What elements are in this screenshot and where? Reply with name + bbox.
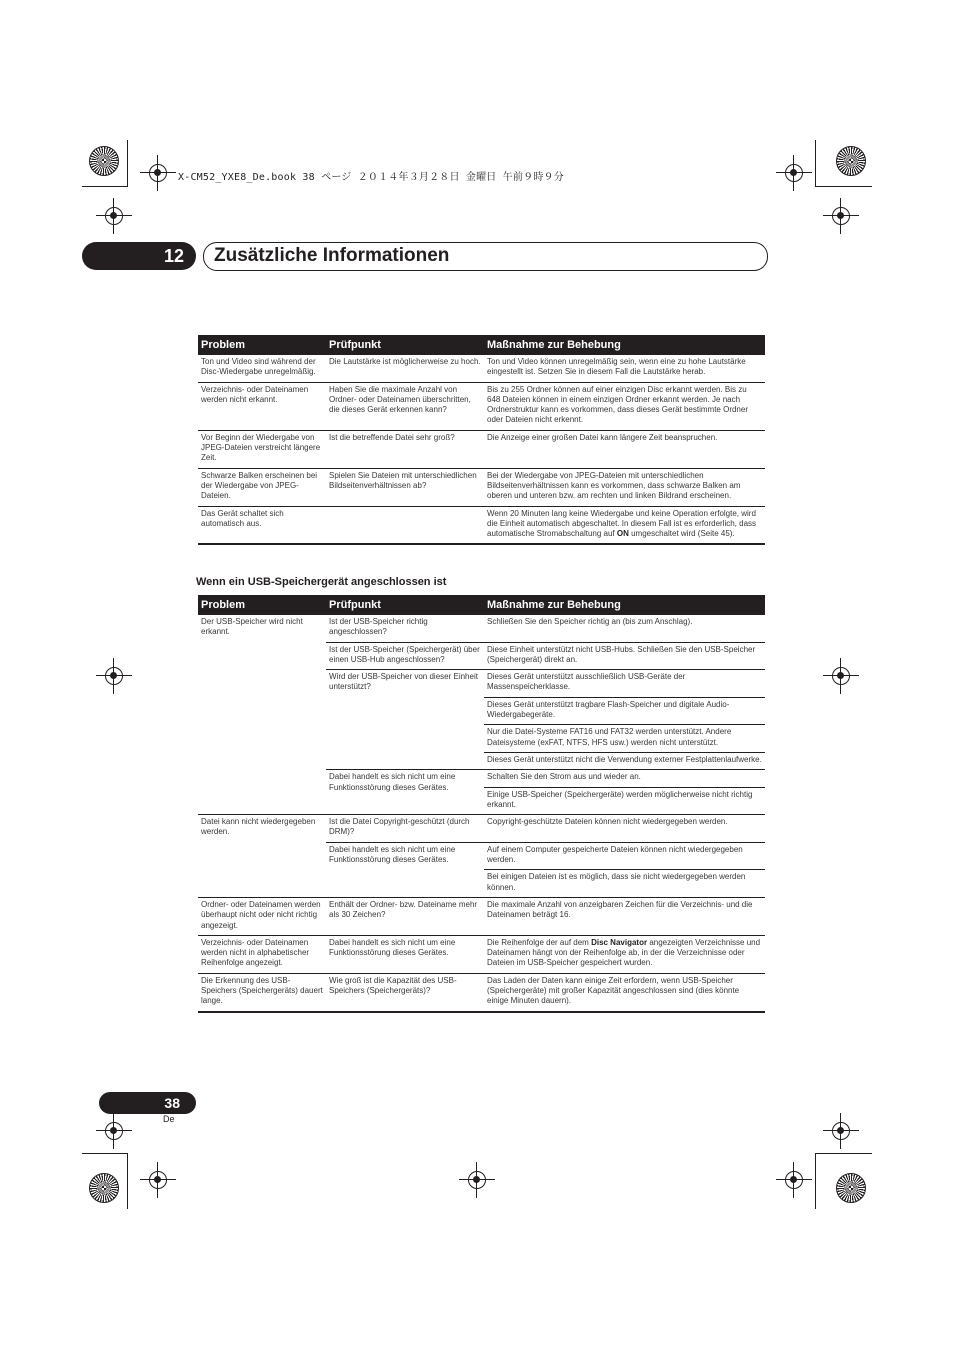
crop-line	[82, 1153, 128, 1154]
crop-line	[815, 1153, 816, 1209]
check-cell: Dabei handelt es sich nicht um eine Funktionsstörung dieses Gerätes.	[326, 770, 484, 815]
crop-line	[127, 1153, 128, 1209]
table-row	[198, 897, 765, 935]
remedy-cell: Schließen Sie den Speicher richtig an (bis zum Anschlag).	[484, 615, 765, 642]
crop-line	[815, 1153, 872, 1154]
remedy-cell: Das Laden der Daten kann einige Zeit erfordern, wenn USB-Speicher (Speichergeräte) mit großer Kapazität angeschlossen sind (dies könnte einige Minuten dauern).	[484, 973, 765, 1011]
chapter-number-text: 12	[163, 246, 184, 266]
check-cell: Enthält der Ordner- bzw. Dateiname mehr als 30 Zeichen?	[326, 897, 484, 935]
column-header-remedy: Maßnahme zur Behebung	[484, 595, 765, 615]
problem-cell: Ordner- oder Dateinamen werden überhaupt nicht oder nicht richtig angezeigt.	[198, 897, 326, 935]
chapter-number	[82, 242, 196, 270]
remedy-cell: Bei der Wiedergabe von JPEG-Dateien mit unterschiedlichen Bildseitenverhältnissen kann es vorkommen, dass schwarze Balken am oberen und unteren bzw. am rechten und linken Bildrand erscheinen.	[484, 468, 765, 506]
print-header: X-CM52_YXE8_De.book 38 ページ ２０１４年３月２８日 金曜日 午前９時９分	[178, 172, 564, 183]
color-bar-icon	[89, 146, 119, 176]
color-bar-icon	[836, 1173, 866, 1203]
column-header-problem: Problem	[198, 335, 326, 355]
remedy-cell: Bis zu 255 Ordner können auf einer einzigen Disc erkannt werden. Bis zu 648 Dateien können in einem einzigen Ordner erkannt werden. Je nach Ordnerstruktur kann es vorkommen, dass dieses Gerät bestimmte Ordner oder Dateien nicht erkennt.	[484, 382, 765, 430]
column-header-check: Prüfpunkt	[326, 595, 484, 615]
table-row	[198, 615, 765, 642]
remedy-cell: Nur die Datei-Systeme FAT16 und FAT32 werden unterstützt. Andere Dateisysteme (exFAT, NTFS, HFS usw.) werden nicht unterstützt.	[484, 725, 765, 753]
troubleshooting-table-usb	[198, 595, 765, 1013]
check-cell: Dabei handelt es sich nicht um eine Funktionsstörung dieses Gerätes.	[326, 935, 484, 973]
problem-cell: Das Gerät schaltet sich automatisch aus.	[198, 506, 326, 544]
check-cell: Wird der USB-Speicher von dieser Einheit unterstützt?	[326, 670, 484, 770]
remedy-cell: Dieses Gerät unterstützt tragbare Flash-Speicher und digitale Audio-Wiedergabegeräte.	[484, 697, 765, 725]
remedy-cell: Die maximale Anzahl von anzeigbaren Zeichen für die Verzeichnis- und die Dateinamen beträgt 16.	[484, 897, 765, 935]
registration-mark-icon	[140, 155, 176, 191]
problem-cell: Datei kann nicht wiedergegeben werden.	[198, 815, 326, 898]
remedy-cell: Ton und Video können unregelmäßig sein, wenn eine zu hohe Lautstärke eingestellt ist. Setzen Sie in diesem Fall die Lautstärke herab.	[484, 355, 765, 382]
page-language: De	[163, 1114, 175, 1124]
registration-mark-icon	[140, 1162, 176, 1198]
check-cell: Die Lautstärke ist möglicherweise zu hoch.	[326, 355, 484, 382]
page-number: 38	[164, 1095, 180, 1111]
check-cell: Spielen Sie Dateien mit unterschiedlichen Bildseitenverhältnissen ab?	[326, 468, 484, 506]
registration-mark-icon	[823, 198, 859, 234]
remedy-keyword: ON	[616, 529, 629, 539]
crop-line	[82, 186, 128, 187]
table-row	[198, 355, 765, 382]
column-header-check: Prüfpunkt	[326, 335, 484, 355]
registration-mark-icon	[776, 1162, 812, 1198]
remedy-text: umgeschaltet wird (Seite 45).	[628, 529, 735, 539]
registration-mark-icon	[96, 1113, 132, 1149]
problem-cell: Schwarze Balken erscheinen bei der Wiedergabe von JPEG-Dateien.	[198, 468, 326, 506]
column-header-remedy: Maßnahme zur Behebung	[484, 335, 765, 355]
registration-mark-icon	[776, 155, 812, 191]
registration-mark-icon	[823, 1113, 859, 1149]
check-cell: Dabei handelt es sich nicht um eine Funktionsstörung dieses Gerätes.	[326, 842, 484, 897]
table-row	[198, 506, 765, 544]
remedy-cell: Copyright-geschützte Dateien können nicht wiedergegeben werden.	[484, 815, 765, 843]
problem-cell: Ton und Video sind während der Disc-Wiedergabe unregelmäßig.	[198, 355, 326, 382]
registration-mark-icon	[96, 658, 132, 694]
remedy-cell: Schalten Sie den Strom aus und wieder an.	[484, 770, 765, 787]
remedy-cell: Die Anzeige einer großen Datei kann längere Zeit beanspruchen.	[484, 430, 765, 468]
crop-line	[815, 186, 872, 187]
remedy-cell: Auf einem Computer gespeicherte Dateien können nicht wiedergegeben werden.	[484, 842, 765, 870]
remedy-cell	[484, 506, 765, 544]
problem-cell: Verzeichnis- oder Dateinamen werden nicht in alphabetischer Reihenfolge angezeigt.	[198, 935, 326, 973]
registration-mark-icon	[96, 198, 132, 234]
check-cell: Haben Sie die maximale Anzahl von Ordner- oder Dateinamen überschritten, die dieses Gerät erkennen kann?	[326, 382, 484, 430]
table-row	[198, 468, 765, 506]
remedy-cell	[484, 935, 765, 973]
remedy-text: angezeigten Verzeichnisse und Dateinamen hängt von der Reihenfolge ab, in der die Verzeichnisse oder Dateien im USB-Speicher gespeichert wurden.	[487, 937, 761, 968]
table-row	[198, 815, 765, 843]
table-row	[198, 430, 765, 468]
check-cell	[326, 506, 484, 544]
check-cell: Wie groß ist die Kapazität des USB-Speichers (Speichergeräts)?	[326, 973, 484, 1011]
troubleshooting-table-disc	[198, 335, 765, 545]
problem-cell: Der USB-Speicher wird nicht erkannt.	[198, 615, 326, 815]
check-cell: Ist der USB-Speicher (Speichergerät) über einen USB-Hub angeschlossen?	[326, 642, 484, 670]
crop-line	[815, 140, 816, 186]
problem-cell: Vor Beginn der Wiedergabe von JPEG-Dateien verstreicht längere Zeit.	[198, 430, 326, 468]
crop-line	[127, 140, 128, 186]
remedy-text: Die Reihenfolge der auf dem	[487, 937, 592, 947]
registration-mark-icon	[823, 658, 859, 694]
table-row	[198, 973, 765, 1011]
problem-cell: Die Erkennung des USB-Speichers (Speichergeräts) dauert lange.	[198, 973, 326, 1011]
table-header-row	[198, 595, 765, 615]
check-cell: Ist die betreffende Datei sehr groß?	[326, 430, 484, 468]
table-row	[198, 935, 765, 973]
table-row	[198, 382, 765, 430]
color-bar-icon	[89, 1173, 119, 1203]
page-number-tab	[99, 1092, 196, 1114]
check-cell: Ist die Datei Copyright-geschützt (durch DRM)?	[326, 815, 484, 843]
remedy-cell: Einige USB-Speicher (Speichergeräte) werden möglicherweise nicht richtig erkannt.	[484, 787, 765, 815]
remedy-cell: Diese Einheit unterstützt nicht USB-Hubs. Schließen Sie den USB-Speicher (Speichergerät) direkt an.	[484, 642, 765, 670]
remedy-text: Wenn 20 Minuten lang keine Wiedergabe und keine Operation erfolgte, wird die Einheit automatisch abgeschaltet. In diesem Fall ist es erforderlich, dass automatische Stromabschaltung auf	[487, 508, 757, 539]
check-cell: Ist der USB-Speicher richtig angeschlossen?	[326, 615, 484, 642]
registration-mark-icon	[459, 1162, 495, 1198]
color-bar-icon	[836, 146, 866, 176]
section-heading-usb: Wenn ein USB-Speichergerät angeschlossen ist	[196, 576, 447, 588]
remedy-cell: Dieses Gerät unterstützt nicht die Verwendung externer Festplattenlaufwerke.	[484, 752, 765, 769]
remedy-keyword: Disc Navigator	[591, 937, 648, 947]
problem-cell: Verzeichnis- oder Dateinamen werden nicht erkannt.	[198, 382, 326, 430]
remedy-cell: Bei einigen Dateien ist es möglich, dass sie nicht wiedergegeben werden können.	[484, 870, 765, 898]
column-header-problem: Problem	[198, 595, 326, 615]
remedy-cell: Dieses Gerät unterstützt ausschließlich USB-Geräte der Massenspeicherklasse.	[484, 670, 765, 698]
table-header-row	[198, 335, 765, 355]
chapter-title: Zusätzliche Informationen	[214, 245, 450, 266]
